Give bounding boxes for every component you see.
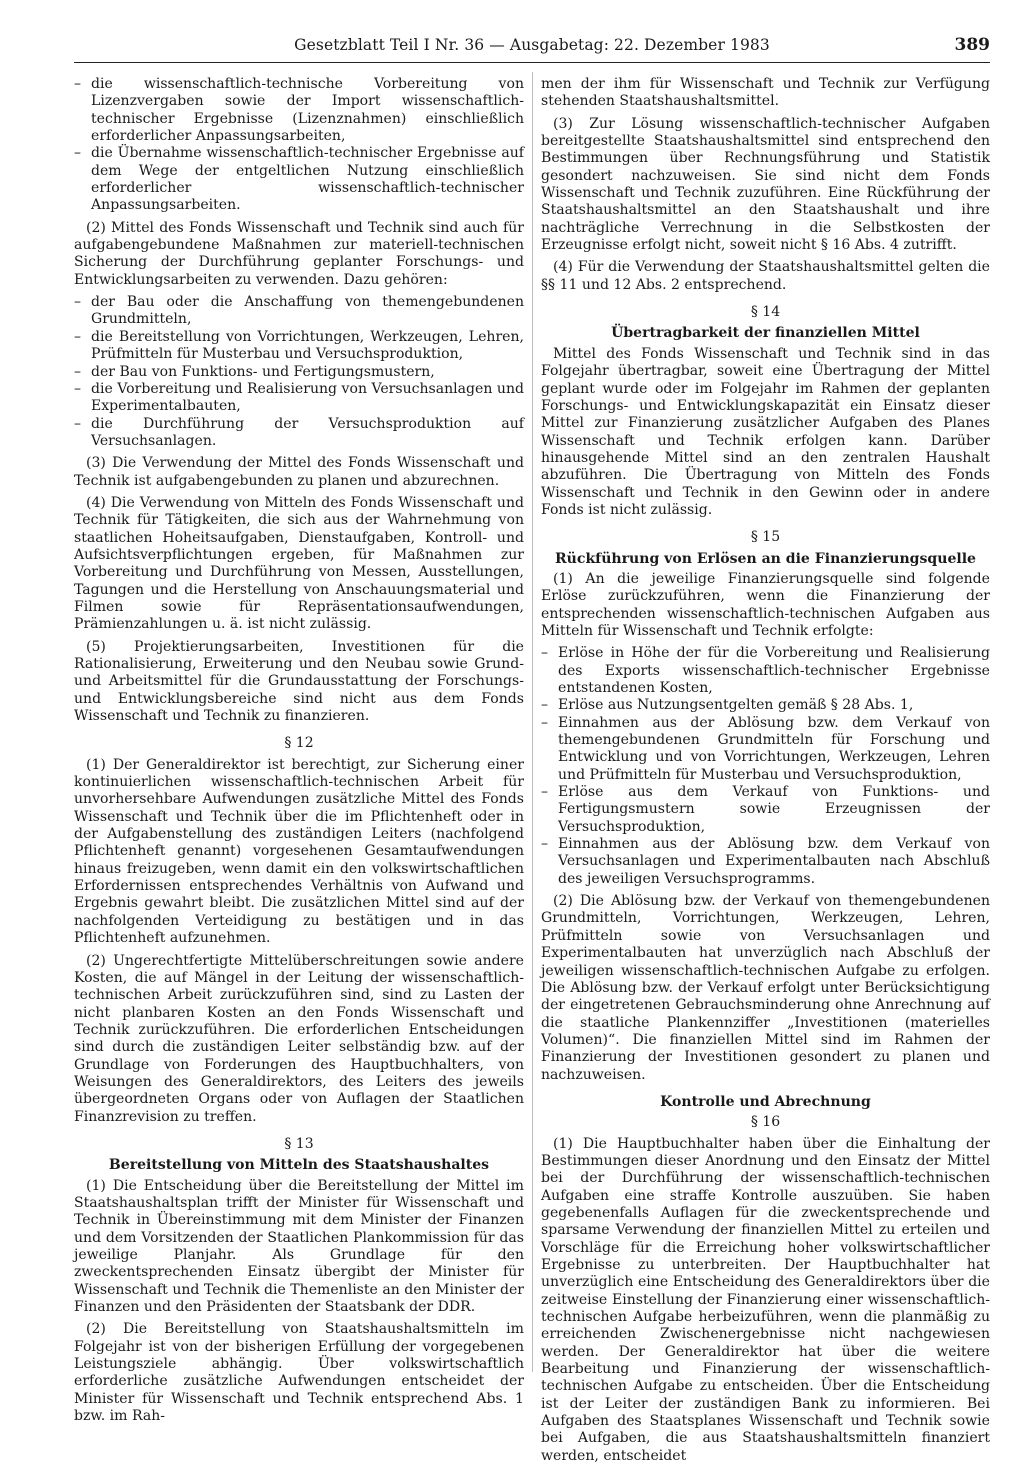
- paragraph: (2) Die Bereitstellung von Staatshaushaltsmitteln im Folgejahr ist von der bisherigen Erfüllung der vorgegebenen Leistungsziele abhängig. Über volkswirtschaftlich erforderliche zusätzliche Aufwendungen entscheidet der Minister für Wissenschaft und Technik entsprechend Abs. 1 bzw. im Rah-: [74, 1321, 524, 1425]
- list-item-text: der Bau oder die Anschaffung von themengebundenen Grundmitteln,: [91, 294, 524, 328]
- list-item-text: die Vorbereitung und Realisierung von Versuchsanlagen und Experimentalbauten,: [91, 380, 524, 415]
- list-item-text: Einnahmen aus der Ablösung bzw. dem Verkauf von themengebundenen Grundmitteln für Forschung und Entwicklung und von Vorrichtungen, Werkzeugen, Lehren und Prüfmitteln für Musterbau und Versuchsproduktion,: [558, 714, 990, 783]
- dash-bullet: –: [541, 714, 549, 731]
- list-item-text: Erlöse aus dem Verkauf von Funktions- und Fertigungsmustern sowie Erzeugnissen der Versuchsproduktion,: [558, 784, 990, 835]
- section-heading: Kontrolle und Abrechnung: [660, 1093, 871, 1110]
- dash-bullet: –: [541, 836, 549, 853]
- right-column: [541, 76, 990, 1470]
- page-header: [74, 36, 990, 63]
- dash-bullet: –: [541, 784, 549, 801]
- page-number: 389: [954, 35, 990, 55]
- paragraph: (2) Ungerechtfertigte Mittelüberschreitungen sowie andere Kosten, die auf Mängel in der Leitung der wissenschaftlich-technischen Arbeit zurückzuführen sind, sind zu Lasten der nicht planbaren Kosten an den Fonds Wissenschaft und Technik zurückzuführen. Die erforderlichen Entscheidungen sind durch die zuständigen Leiter selbständig bzw. auf der Grundlage von Forderungen des Hauptbuchhalters, von Weisungen des Generaldirektors, des Leiters des jeweils übergeordneten Organs oder von Auflagen der Staatlichen Finanzrevision zu treffen.: [74, 952, 524, 1125]
- gazette-title: Gesetzblatt Teil I Nr. 36 — Ausgabetag: 22. Dezember 1983: [294, 36, 770, 54]
- section-heading: Rückführung von Erlösen an die Finanzierungsquelle: [555, 550, 976, 567]
- paragraph: (3) Die Verwendung der Mittel des Fonds Wissenschaft und Technik ist aufgabengebunden zu planen und abzurechnen.: [74, 455, 524, 489]
- list-item-text: Einnahmen aus der Ablösung bzw. dem Verkauf von Versuchsanlagen und Experimentalbauten nach Abschluß des jeweiligen Versuchsprogramms.: [558, 836, 990, 887]
- dash-bullet: –: [74, 415, 82, 432]
- dash-list-item: [74, 364, 524, 381]
- paragraph: (1) Die Hauptbuchhalter haben über die Einhaltung der Bestimmungen dieser Anordnung und den Einsatz der Mittel bei der Durchführung der wissenschaftlich-technischen Aufgaben eine straffe Kontrolle auszuüben. Sie haben gegebenenfalls Auflagen für die zweckentsprechende und sparsame Verwendung der finanziellen Mittel zu erteilen und Vorschläge für die Erreichung hoher volkswirtschaftlicher Ergebnisse zu unterbreiten. Der Hauptbuchhalter hat unverzüglich eine Entscheidung des Generaldirektors über die zeitweise Einstellung der Finanzierung einer wissenschaftlich-technischen Aufgabe herbeizuführen, wenn die planmäßig zu erreichenden Zwischenergebnisse nicht nachgewiesen werden. Der Generaldirektor hat über die weitere Bearbeitung und Finanzierung der wissenschaftlich-technischen Aufgabe zu entscheiden. Über die Entscheidung ist der Leiter der zuständigen Bank zu informieren. Bei Aufgaben des Staatsplanes Wissenschaft und Technik sowie bei Aufgaben, die aus Staatshaushaltsmitteln finanziert werden, entscheidet: [541, 1135, 990, 1464]
- left-column: [74, 76, 524, 1430]
- paragraph: (2) Mittel des Fonds Wissenschaft und Technik sind auch für aufgabengebundene Maßnahmen zur materiell-technischen Sicherung der Durchführung geplanter Forschungs- und Entwicklungsarbeiten zu verwenden. Dazu gehören:: [74, 219, 524, 288]
- list-item-text: die Durchführung der Versuchsproduktion auf Versuchsanlagen.: [91, 415, 524, 449]
- section-number: § 12: [284, 735, 314, 752]
- section-number: § 13: [284, 1135, 314, 1152]
- dash-bullet: –: [74, 363, 82, 380]
- dash-bullet: –: [74, 328, 82, 345]
- paragraph: Mittel des Fonds Wissenschaft und Technik sind in das Folgejahr übertragbar, soweit eine Übertragung der Mittel geplant wurde oder im Folgejahr im Rahmen der geplanten Forschungs- und Entwicklungskapazität ein Einsatz dieser Mittel zur Finanzierung zusätzlicher Aufgaben des Planes Wissenschaft und Technik erfolgen kann. Darüber hinausgehende Mittel sind an den zentralen Haushalt abzuführen. Die Übertragung von Mitteln des Fonds Wissenschaft und Technik in den Gewinn oder in andere Fonds ist nicht zulässig.: [541, 345, 990, 518]
- paragraph: (4) Die Verwendung von Mitteln des Fonds Wissenschaft und Technik für Tätigkeiten, die sich aus der Wahrnehmung von staatlichen Hoheitsaufgaben, Dienstaufgaben, Kontroll- und Aufsichtsverpflichtungen ergeben, für Maßnahmen zur Vorbereitung und Durchführung von Messen, Ausstellungen, Tagungen und die Herstellung von Anschauungsmaterial und Filmen sowie für Repräsentationsaufwendungen, Prämienzahlungen u. ä. ist nicht zulässig.: [74, 494, 524, 633]
- dash-bullet: –: [74, 294, 82, 311]
- list-item-text: Erlöse aus Nutzungsentgelten gemäß § 28 Abs. 1,: [558, 697, 914, 714]
- list-item-text: die wissenschaftlich-technische Vorbereitung von Lizenzvergaben sowie der Import wissenschaftlich-technischer Ergebnisse (Lizenznahmen) einschließlich erforderlicher Anpassungsarbeiten,: [91, 76, 524, 145]
- dash-list-item: [541, 645, 990, 697]
- paragraph: men der ihm für Wissenschaft und Technik zur Verfügung stehenden Staatshaushaltsmittel.: [541, 76, 990, 110]
- paragraph: (2) Die Ablösung bzw. der Verkauf von themengebundenen Grundmitteln, Vorrichtungen, Werkzeugen, Lehren, Prüfmitteln sowie von Versuchsanlagen und Experimentalbauten hat unverzüglich nach Abschluß der jeweiligen wissenschaftlich-technischen Aufgabe zu erfolgen. Die Ablösung bzw. der Verkauf erfolgt unter Berücksichtigung der eingetretenen Gebrauchsminderung ohne Anrechnung auf die staatliche Plankennziffer „Investitionen (materielles Volumen)“. Die finanziellen Mittel sind im Rahmen der Finanzierung der Investitionen gesondert zu planen und nachzuweisen.: [541, 893, 990, 1083]
- dash-list-item: [74, 416, 524, 451]
- dash-list-item: [74, 76, 524, 145]
- paragraph: (1) Der Generaldirektor ist berechtigt, zur Sicherung einer kontinuierlichen wissenschaftlich-technischen Arbeit für unvorhersehbare Aufwendungen zusätzliche Mittel des Fonds Wissenschaft und Technik über die im Pflichtenheft oder in der Aufgabenstellung des zuständigen Leiters (nachfolgend Pflichtenheft genannt) vorgesehenen Gesamtaufwendungen hinaus freizugeben, wenn damit ein den volkswirtschaftlichen Erfordernissen entsprechendes Verhältnis von Aufwand und Ergebnis gewahrt bleibt. Die zusätzlichen Mittel sind auf der nachfolgenden Verteidigung zu bestätigen und in das Pflichtenheft aufzunehmen.: [74, 756, 524, 947]
- dash-list-item: [541, 715, 990, 784]
- section-heading: Übertragbarkeit der finanziellen Mittel: [611, 325, 920, 342]
- dash-list-item: [541, 697, 990, 714]
- dash-bullet: –: [74, 76, 82, 92]
- list-item-text: die Übernahme wissenschaftlich-technischer Ergebnisse auf dem Wege der entgeltlichen Nutzung einschließlich erforderlicher wissenschaftlich-technischer Anpassungsarbeiten.: [91, 145, 524, 214]
- dash-list-item: [74, 145, 524, 214]
- paragraph: (1) Die Entscheidung über die Bereitstellung der Mittel im Staatshaushaltsplan trifft der Minister für Wissenschaft und Technik in Übereinstimmung mit dem Minister der Finanzen und dem Vorsitzenden der Staatlichen Plankommission für das jeweilige Planjahr. Als Grundlage für den zweckentsprechenden Einsatz übergibt der Minister für Wissenschaft und Technik die Themenliste an den Minister der Finanzen und den Präsidenten der Staatsbank der DDR.: [74, 1177, 524, 1316]
- section-number: § 16: [750, 1114, 781, 1131]
- dash-bullet: –: [74, 145, 82, 162]
- dash-list-item: [74, 329, 524, 364]
- paragraph: (3) Zur Lösung wissenschaftlich-technischer Aufgaben bereitgestellte Staatshaushaltsmittel sind entsprechend den Bestimmungen über Rechnungsführung und Statistik gesondert nachzuweisen. Sie sind nicht dem Fonds Wissenschaft und Technik zuzuführen. Eine Rückführung der Staatshaushaltsmittel an den Staatshaushalt und ihre nachträgliche Verrechnung in die Selbstkosten der Erzeugnisse erfolgt nicht, soweit nicht § 16 Abs. 4 zutrifft.: [541, 115, 990, 254]
- dash-list-item: [74, 381, 524, 416]
- dash-bullet: –: [541, 697, 549, 714]
- paragraph: (4) Für die Verwendung der Staatshaushaltsmittel gelten die §§ 11 und 12 Abs. 2 entsprechend.: [541, 259, 990, 293]
- list-item-text: der Bau von Funktions- und Fertigungsmustern,: [91, 363, 435, 380]
- dash-bullet: –: [74, 380, 82, 397]
- column-divider: [532, 72, 533, 1372]
- list-item-text: Erlöse in Höhe der für die Vorbereitung und Realisierung des Exports wissenschaftlich-technischer Ergebnisse entstandenen Kosten,: [558, 645, 990, 696]
- section-number: § 14: [750, 304, 781, 321]
- dash-list-item: [541, 784, 990, 836]
- section-number: § 15: [750, 529, 781, 546]
- section-heading: Bereitstellung von Mitteln des Staatshaushaltes: [108, 1157, 490, 1174]
- paragraph: (5) Projektierungsarbeiten, Investitionen für die Rationalisierung, Erweiterung und den Neubau sowie Grund- und Arbeitsmittel für die Grundausstattung der Forschungs- und Entwicklungsbereiche sind nicht aus dem Fonds Wissenschaft und Technik zu finanzieren.: [74, 638, 524, 725]
- dash-bullet: –: [541, 645, 549, 662]
- list-item-text: die Bereitstellung von Vorrichtungen, Werkzeugen, Lehren, Prüfmitteln für Musterbau und Versuchsproduktion,: [91, 328, 524, 363]
- dash-list-item: [74, 294, 524, 329]
- dash-list-item: [541, 836, 990, 888]
- paragraph: (1) An die jeweilige Finanzierungsquelle sind folgende Erlöse zurückzuführen, wenn die Finanzierung der entsprechenden wissenschaftlich-technischen Aufgaben aus Mitteln für Wissenschaft und Technik erfolgte:: [541, 570, 990, 639]
